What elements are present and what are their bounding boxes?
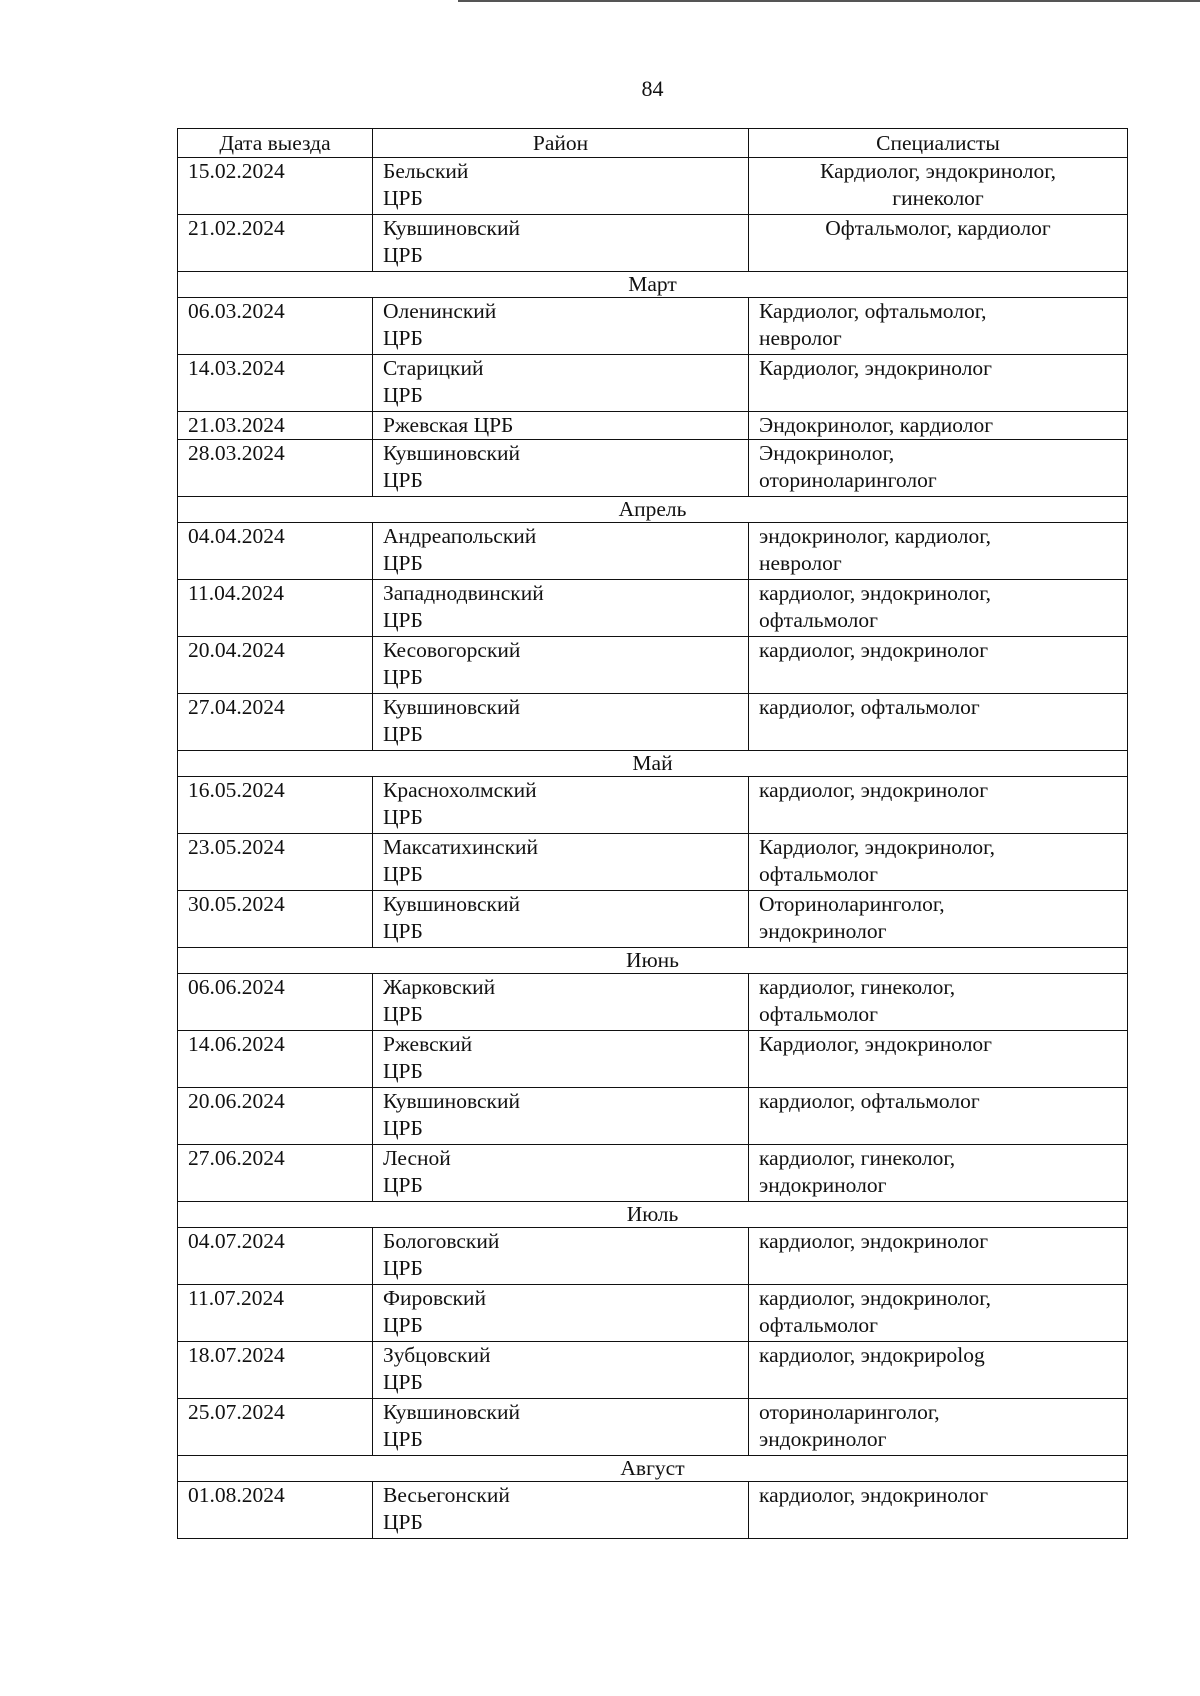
header-district: Район: [373, 129, 749, 158]
district-line: ЦРБ: [383, 862, 423, 886]
specialists-line: невролог: [759, 326, 842, 350]
district-line: Кувшиновский: [383, 1089, 520, 1113]
district-line: ЦРБ: [383, 1173, 423, 1197]
specialists-line: Офтальмолог, кардиолог: [825, 216, 1051, 240]
date-cell: 18.07.2024: [178, 1342, 373, 1399]
specialists-line: кардиолог, эндокринолог: [759, 778, 989, 802]
specialists-line: офтальмолог: [759, 608, 878, 632]
district-cell: [373, 974, 749, 1031]
district-cell: [373, 1228, 749, 1285]
specialists-cell: [749, 355, 1128, 412]
table-row: [178, 412, 1128, 440]
month-label: Май: [178, 751, 1128, 777]
specialists-line: оториноларинголог: [759, 468, 937, 492]
district-line: ЦРБ: [383, 551, 423, 575]
specialists-line: невролог: [759, 551, 842, 575]
table-row: [178, 1342, 1128, 1399]
specialists-line: кардиолог, эндокринолог: [759, 1229, 989, 1253]
table-row: [178, 891, 1128, 948]
table-row: [178, 1228, 1128, 1285]
date-cell: 27.06.2024: [178, 1145, 373, 1202]
district-line: Бологовский: [383, 1229, 500, 1253]
table-row: [178, 355, 1128, 412]
date-cell: 06.06.2024: [178, 974, 373, 1031]
specialists-line: Эндокринолог,: [759, 441, 895, 465]
district-line: ЦРБ: [383, 1116, 423, 1140]
district-line: ЦРБ: [383, 1256, 423, 1280]
table-row: [178, 834, 1128, 891]
table-row: [178, 298, 1128, 355]
district-cell: [373, 215, 749, 272]
top-border-line: [458, 0, 1200, 2]
date-cell: 16.05.2024: [178, 777, 373, 834]
district-line: Кувшиновский: [383, 1400, 520, 1424]
date-cell: 20.06.2024: [178, 1088, 373, 1145]
table-header-row: [178, 129, 1128, 158]
month-label: Июль: [178, 1202, 1128, 1228]
specialists-line: эндокринолог: [759, 919, 887, 943]
district-cell: [373, 1031, 749, 1088]
district-line: ЦРБ: [383, 1313, 423, 1337]
district-cell: [373, 891, 749, 948]
schedule-table: [177, 128, 1128, 1539]
specialists-cell: [749, 1342, 1128, 1399]
table-row: [178, 215, 1128, 272]
district-line: Кесовогорский: [383, 638, 521, 662]
district-line: Лесной: [383, 1146, 451, 1170]
date-cell: 11.04.2024: [178, 580, 373, 637]
district-line: ЦРБ: [383, 805, 423, 829]
district-cell: [373, 1145, 749, 1202]
specialists-cell: [749, 777, 1128, 834]
page-number: 84: [641, 76, 664, 101]
specialists-cell: [749, 974, 1128, 1031]
district-line: Андреапольский: [383, 524, 537, 548]
district-cell: [373, 1399, 749, 1456]
district-line: ЦРБ: [383, 919, 423, 943]
table-row: [178, 694, 1128, 751]
specialists-cell: [749, 1145, 1128, 1202]
month-row: [178, 1456, 1128, 1482]
specialists-cell: [749, 1031, 1128, 1088]
specialists-cell: [749, 1399, 1128, 1456]
district-cell: [373, 1285, 749, 1342]
table-row: [178, 1482, 1128, 1539]
district-line: Ржевский: [383, 1032, 473, 1056]
table-row: [178, 777, 1128, 834]
table-body: [178, 158, 1128, 1539]
district-line: ЦРБ: [383, 1510, 423, 1534]
specialists-line: кардиолог, эндокринолог,: [759, 581, 992, 605]
table-row: [178, 1088, 1128, 1145]
district-cell: [373, 777, 749, 834]
specialists-cell: [749, 637, 1128, 694]
month-row: [178, 1202, 1128, 1228]
month-row: [178, 948, 1128, 974]
specialists-line: кардиолог, эндокринолог,: [759, 1286, 992, 1310]
specialists-line: эндокринолог: [759, 1427, 887, 1451]
specialists-line: кардиолог, офтальмолог: [759, 1089, 980, 1113]
date-cell: 30.05.2024: [178, 891, 373, 948]
district-line: Западнодвинский: [383, 581, 544, 605]
date-cell: 21.03.2024: [178, 412, 373, 440]
date-cell: 04.07.2024: [178, 1228, 373, 1285]
district-cell: [373, 412, 749, 440]
month-label: Апрель: [178, 497, 1128, 523]
district-line: ЦРБ: [383, 243, 423, 267]
month-row: [178, 272, 1128, 298]
specialists-cell: [749, 298, 1128, 355]
month-label: Март: [178, 272, 1128, 298]
date-cell: 06.03.2024: [178, 298, 373, 355]
district-line: ЦРБ: [383, 1427, 423, 1451]
table-row: [178, 637, 1128, 694]
date-cell: 21.02.2024: [178, 215, 373, 272]
district-cell: [373, 355, 749, 412]
district-line: ЦРБ: [383, 1002, 423, 1026]
specialists-line: кардиолог, эндокрирolog: [759, 1343, 985, 1367]
date-cell: 04.04.2024: [178, 523, 373, 580]
specialists-cell: [749, 1088, 1128, 1145]
specialists-cell: [749, 158, 1128, 215]
district-line: Кувшиновский: [383, 441, 520, 465]
date-cell: 14.03.2024: [178, 355, 373, 412]
district-line: ЦРБ: [383, 665, 423, 689]
specialists-line: гинеколог: [892, 186, 984, 210]
specialists-cell: [749, 1285, 1128, 1342]
specialists-cell: [749, 440, 1128, 497]
specialists-line: офтальмолог: [759, 1313, 878, 1337]
district-line: ЦРБ: [383, 326, 423, 350]
specialists-line: кардиолог, офтальмолог: [759, 695, 980, 719]
district-line: ЦРБ: [383, 468, 423, 492]
specialists-cell: [749, 412, 1128, 440]
district-line: ЦРБ: [383, 608, 423, 632]
specialists-line: Кардиолог, эндокринолог,: [820, 159, 1056, 183]
specialists-line: Кардиолог, офтальмолог,: [759, 299, 987, 323]
district-cell: [373, 834, 749, 891]
date-cell: 11.07.2024: [178, 1285, 373, 1342]
date-cell: 27.04.2024: [178, 694, 373, 751]
district-line: Зубцовский: [383, 1343, 491, 1367]
district-line: Оленинский: [383, 299, 497, 323]
date-cell: 20.04.2024: [178, 637, 373, 694]
district-line: Максатихинский: [383, 835, 539, 859]
date-cell: 25.07.2024: [178, 1399, 373, 1456]
specialists-line: кардиолог, эндокринолог: [759, 1483, 989, 1507]
specialists-cell: [749, 580, 1128, 637]
table-row: [178, 1145, 1128, 1202]
date-cell: 28.03.2024: [178, 440, 373, 497]
district-cell: [373, 1482, 749, 1539]
table-row: [178, 440, 1128, 497]
specialists-line: Кардиолог, эндокринолог: [759, 1032, 992, 1056]
month-label: Август: [178, 1456, 1128, 1482]
specialists-line: офтальмолог: [759, 862, 878, 886]
district-line: ЦРБ: [383, 1370, 423, 1394]
date-cell: 01.08.2024: [178, 1482, 373, 1539]
specialists-cell: [749, 1228, 1128, 1285]
date-cell: 14.06.2024: [178, 1031, 373, 1088]
district-line: ЦРБ: [383, 1059, 423, 1083]
table-row: [178, 580, 1128, 637]
header-date: Дата выезда: [178, 129, 373, 158]
specialists-cell: [749, 523, 1128, 580]
specialists-line: кардиолог, эндокринолог: [759, 638, 989, 662]
date-cell: 15.02.2024: [178, 158, 373, 215]
district-line: Кувшиновский: [383, 892, 520, 916]
district-line: Кувшиновский: [383, 216, 520, 240]
specialists-line: кардиолог, гинеколог,: [759, 975, 956, 999]
month-row: [178, 497, 1128, 523]
table-row: [178, 523, 1128, 580]
district-line: Кувшиновский: [383, 695, 520, 719]
specialists-line: эндокринолог, кардиолог,: [759, 524, 992, 548]
district-line: ЦРБ: [383, 383, 423, 407]
specialists-cell: [749, 891, 1128, 948]
district-cell: [373, 694, 749, 751]
district-cell: [373, 580, 749, 637]
district-cell: [373, 298, 749, 355]
district-line: Бельский: [383, 159, 469, 183]
date-cell: 23.05.2024: [178, 834, 373, 891]
district-cell: [373, 637, 749, 694]
district-line: Краснохолмский: [383, 778, 537, 802]
specialists-line: оториноларинголог,: [759, 1400, 940, 1424]
table-row: [178, 1399, 1128, 1456]
district-line: Фировский: [383, 1286, 487, 1310]
specialists-line: Кардиолог, эндокринолог,: [759, 835, 995, 859]
district-line: ЦРБ: [383, 722, 423, 746]
district-line: Жарковский: [383, 975, 496, 999]
district-cell: [373, 440, 749, 497]
district-line: Ржевская ЦРБ: [383, 413, 514, 437]
header-specialists: Специалисты: [749, 129, 1128, 158]
district-cell: [373, 1088, 749, 1145]
specialists-cell: [749, 694, 1128, 751]
specialists-cell: [749, 215, 1128, 272]
district-cell: [373, 523, 749, 580]
month-row: [178, 751, 1128, 777]
specialists-line: эндокринолог: [759, 1173, 887, 1197]
month-label: Июнь: [178, 948, 1128, 974]
district-line: Старицкий: [383, 356, 484, 380]
table-row: [178, 158, 1128, 215]
table-row: [178, 1285, 1128, 1342]
district-line: ЦРБ: [383, 186, 423, 210]
table-row: [178, 1031, 1128, 1088]
district-cell: [373, 158, 749, 215]
specialists-line: Оториноларинголог,: [759, 892, 945, 916]
specialists-cell: [749, 834, 1128, 891]
specialists-line: Эндокринолог, кардиолог: [759, 413, 994, 437]
specialists-cell: [749, 1482, 1128, 1539]
district-line: Весьегонский: [383, 1483, 510, 1507]
specialists-line: кардиолог, гинеколог,: [759, 1146, 956, 1170]
specialists-line: офтальмолог: [759, 1002, 878, 1026]
district-cell: [373, 1342, 749, 1399]
specialists-line: Кардиолог, эндокринолог: [759, 356, 992, 380]
table-row: [178, 974, 1128, 1031]
